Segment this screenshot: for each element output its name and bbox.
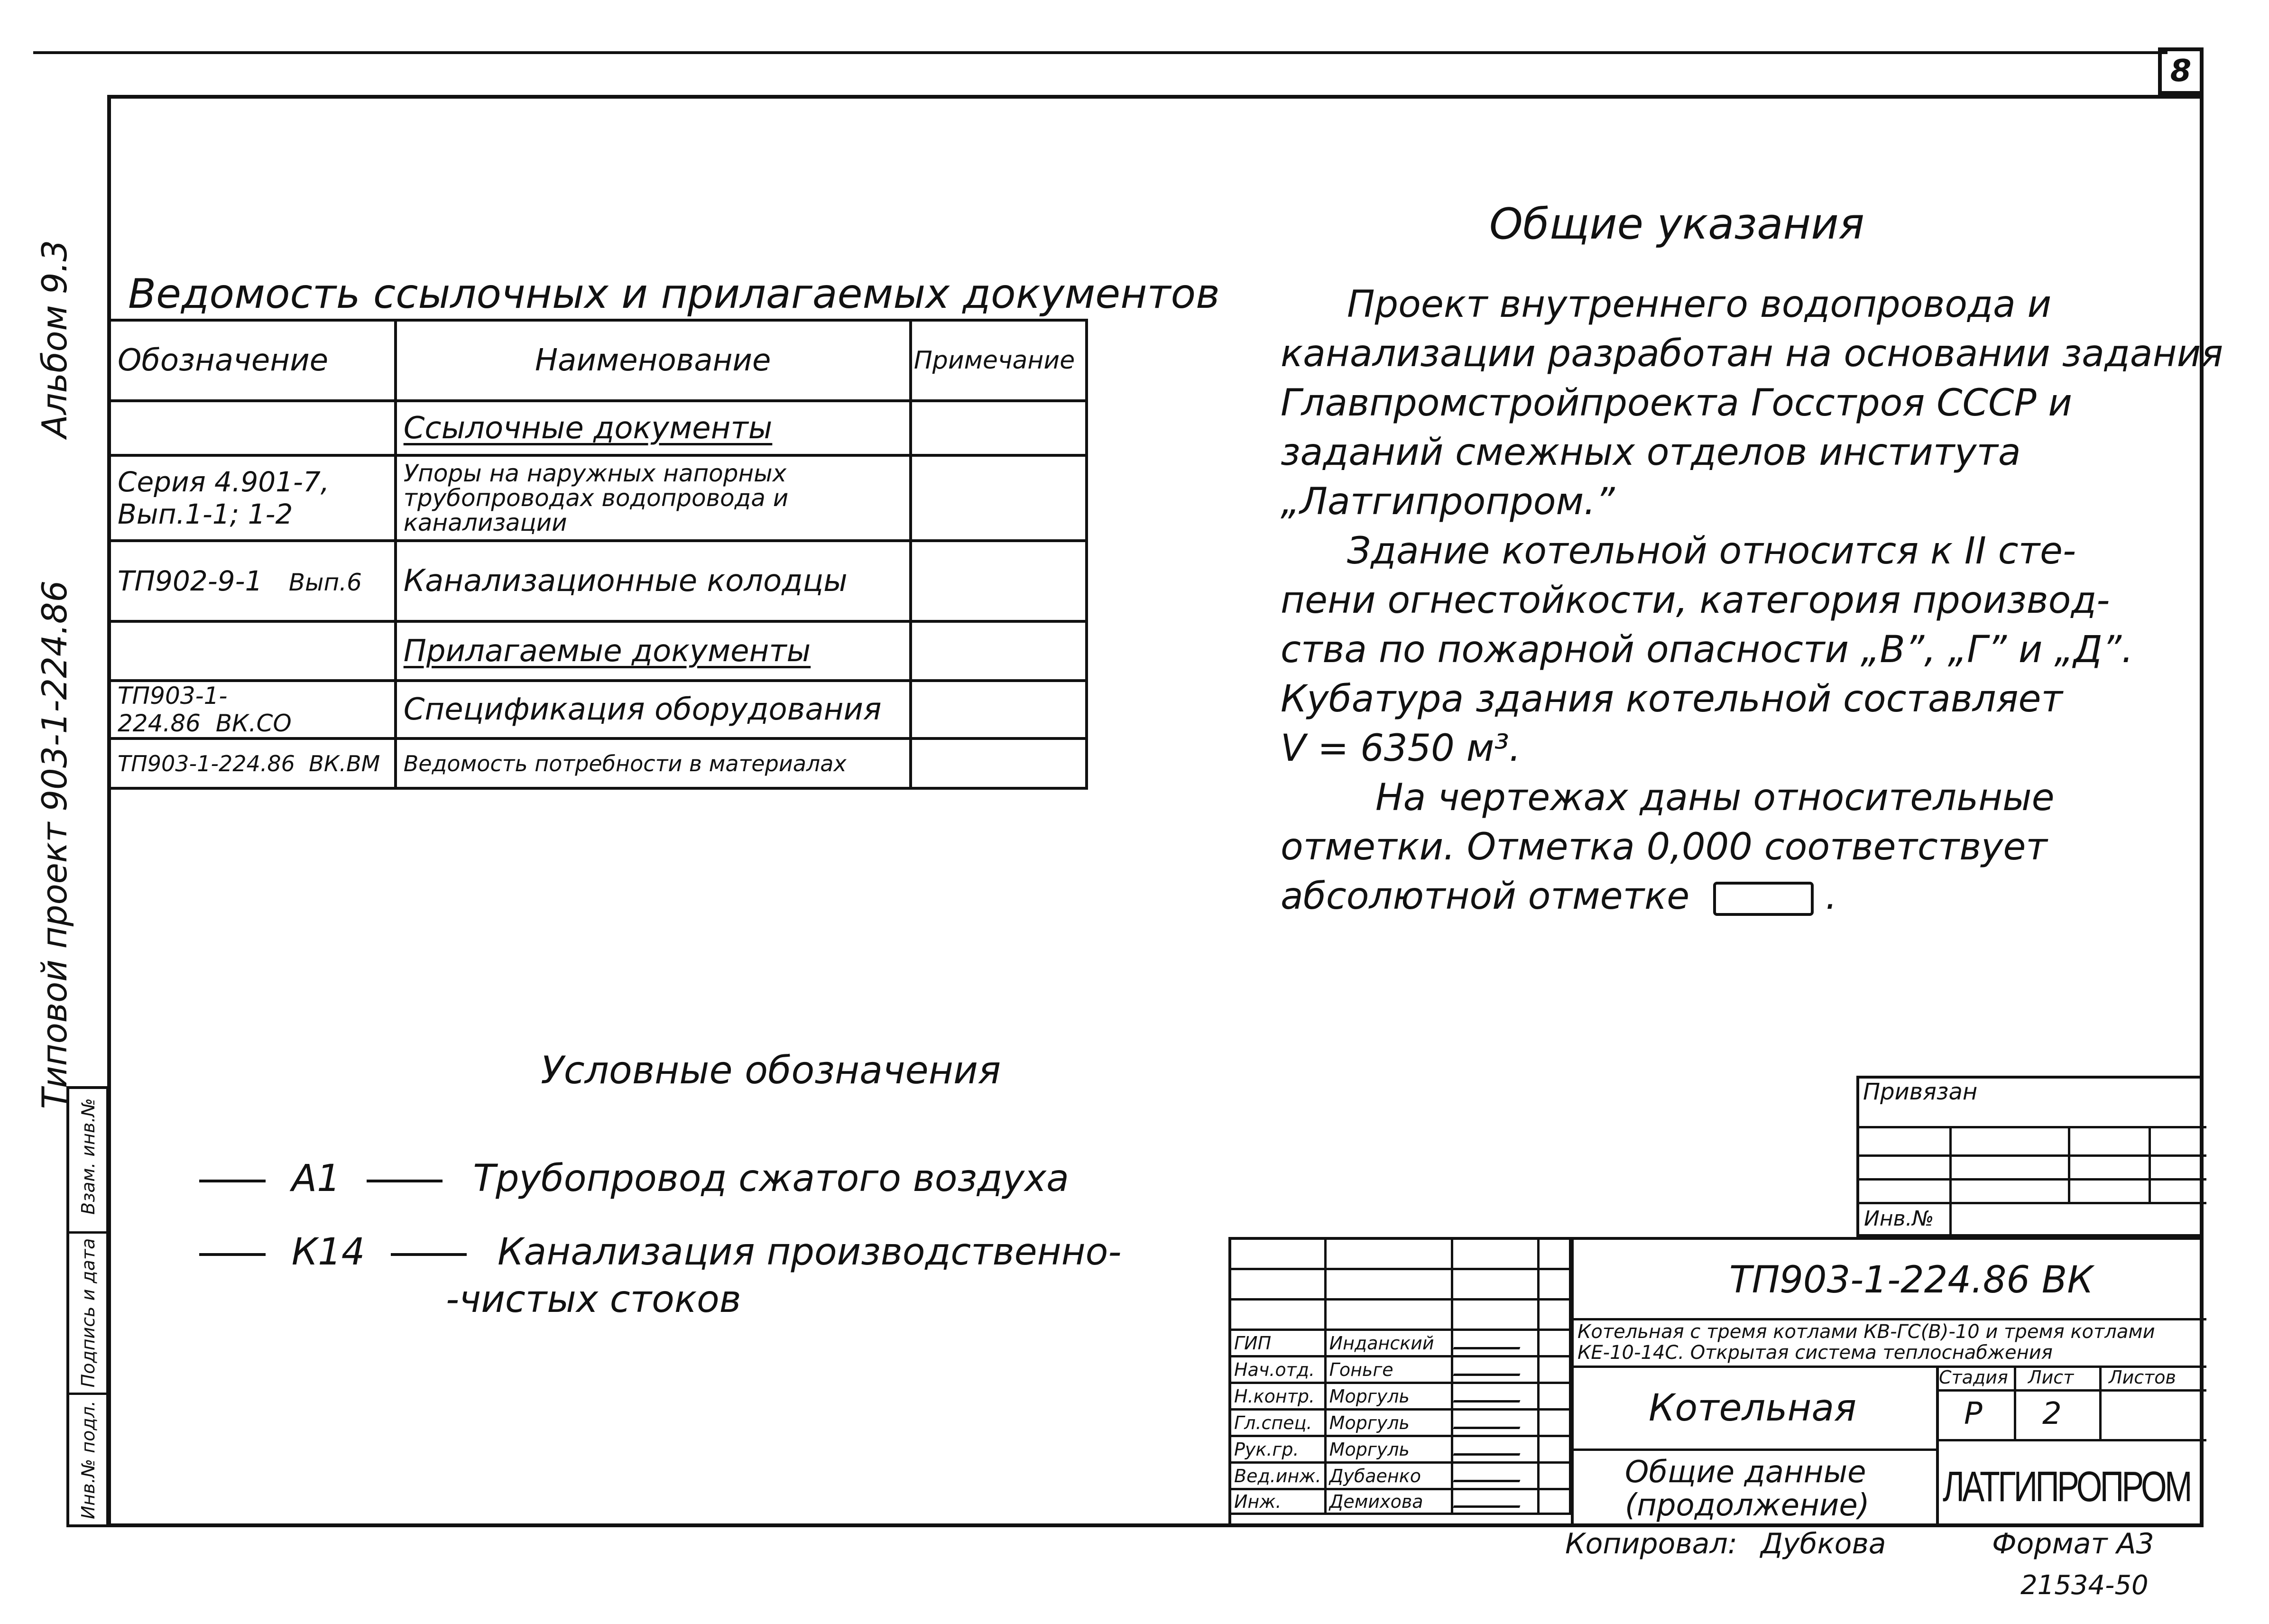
sheet-title: Общие данные (продолжение) — [1625, 1455, 1870, 1523]
ref-docs-table — [111, 319, 1088, 790]
table-row: ТП902-9-1 Вып.6 Канализационные колодцы — [111, 541, 1087, 621]
doc-code: ТП903-1-224.86 ВК — [1729, 1259, 2094, 1301]
table-row: ТП903-1-224.86 ВК.ВМ Ведомость потребности в материалах — [111, 738, 1087, 788]
col-header-note: Примечание — [911, 320, 1087, 401]
signature — [1453, 1333, 1525, 1349]
general-text: Проект внутреннего водопровода и канализации разработан на основании задания Главпромстройпроекта Госстроя СССР и заданий смежных отделов института „Латгипропром.” Здание котельной относится к II сте- пени огнестойкости, категория производ- ства по пожарной опасности „В”, „Г” и „Д”. Кубатура здания котельной составляет V = 6350 м³. На чертежах даны относительные отметки. Отметка 0,000 соответствует абсолютной отметке . — [1281, 283, 2223, 918]
left-strip-label-2: Подпись и дата — [78, 1238, 99, 1388]
project-label: Типовой проект 903-1-224.86 — [35, 580, 74, 1109]
sheet-number-box — [2158, 47, 2204, 95]
legend-dash-left — [199, 1180, 266, 1182]
sheet-value: 2 — [2042, 1396, 2062, 1431]
copier-signature: Дубкова — [1761, 1527, 1886, 1560]
copied-by: Копировал: Дубкова — [1565, 1527, 1886, 1560]
album-label: Альбом 9.3 — [35, 240, 74, 438]
org-name: ЛАТГИПРОПРОМ — [1943, 1463, 2190, 1511]
inv-label: Инв.№ — [1864, 1207, 1934, 1231]
legend-item-air: А1 Трубопровод сжатого воздуха — [199, 1157, 1069, 1200]
signature — [1453, 1491, 1525, 1508]
side-label — [35, 117, 74, 1232]
title-block — [1228, 1237, 2204, 1527]
section-ref-docs: Ссылочные документы — [403, 410, 773, 446]
privyazan-label: Привязан — [1863, 1079, 1978, 1105]
legend-dash-right — [367, 1180, 443, 1182]
sheets-header: Листов — [2109, 1367, 2176, 1388]
section-att-docs: Прилагаемые документы — [403, 633, 811, 669]
top-edge-line — [33, 51, 2168, 54]
sheet-header: Лист — [2028, 1367, 2074, 1388]
elevation-blank-box — [1713, 882, 1814, 916]
staff-table: ГИП Инданский Нач.отд. Гоньге Н.контр. Моргуль Гл.спец. Моргуль Рук.гр. Моргуль Вед.инж. Дубаенко Инж. Демихова — [1229, 1237, 1571, 1515]
left-strip-label-3: Взам. инв.№ — [78, 1098, 99, 1215]
sheet-number: 8 — [2170, 54, 2192, 89]
signature — [1453, 1439, 1525, 1456]
left-strip — [66, 1086, 109, 1527]
table-row: ТП903-1-224.86 ВК.СО Спецификация оборудования — [111, 681, 1087, 738]
general-title: Общие указания — [1489, 199, 1864, 249]
stage-header: Стадия — [1939, 1367, 2008, 1388]
stage-value: Р — [1964, 1396, 1983, 1431]
signature — [1453, 1359, 1525, 1376]
subtitle: Котельная с тремя котлами КВ-ГС(В)-10 и тремя котлами КЕ-10-14С. Открытая система теплоснабжения — [1577, 1321, 2155, 1364]
format-label: Формат А3 — [1992, 1527, 2154, 1560]
frame-top — [107, 95, 2204, 99]
privyazan-block — [1856, 1076, 2204, 1237]
signature — [1453, 1412, 1525, 1429]
legend-title: Условные обозначения — [541, 1048, 1001, 1092]
legend-item-sewer: К14 Канализация производственно- -чистых стоков — [199, 1228, 1121, 1323]
ref-docs-title: Ведомость ссылочных и прилагаемых документов — [128, 270, 1220, 318]
col-header-name: Наименование — [396, 320, 911, 401]
table-row: Серия 4.901-7, Вып.1-1; 1-2 Упоры на наружных напорных трубопроводах водопровода и канализации — [111, 455, 1087, 541]
stock-number: 21534-50 — [2020, 1570, 2149, 1601]
col-header-code: Обозначение — [111, 320, 396, 401]
left-strip-label-1: Инв.№ подл. — [78, 1400, 99, 1520]
object-name: Котельная — [1649, 1387, 1857, 1430]
signature — [1453, 1466, 1525, 1482]
signature — [1453, 1386, 1525, 1403]
